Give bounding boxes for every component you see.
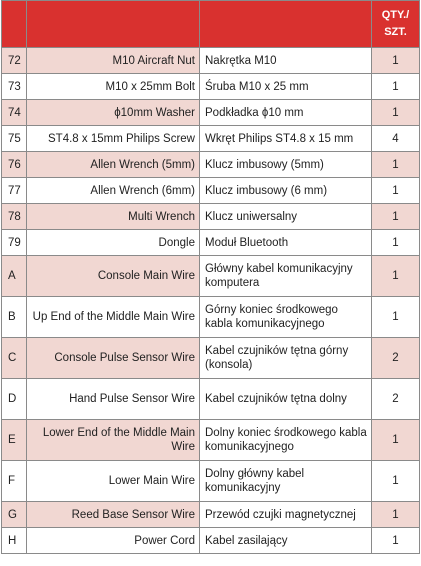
part-number: 72 xyxy=(2,48,27,74)
part-name-en: Multi Wrench xyxy=(27,204,200,230)
part-number: E xyxy=(2,420,27,461)
part-name-en: Dongle xyxy=(27,230,200,256)
part-qty: 1 xyxy=(372,461,420,502)
table-row xyxy=(2,502,420,528)
part-name-pl: Śruba M10 x 25 mm xyxy=(200,74,372,100)
part-number: B xyxy=(2,297,27,338)
part-number: H xyxy=(2,528,27,554)
part-qty: 1 xyxy=(372,178,420,204)
part-number: 73 xyxy=(2,74,27,100)
part-name-en: Allen Wrench (6mm) xyxy=(27,178,200,204)
part-name-pl: Klucz imbusowy (5mm) xyxy=(200,152,372,178)
part-name-en: ST4.8 x 15mm Philips Screw xyxy=(27,126,200,152)
part-number: 77 xyxy=(2,178,27,204)
part-name-pl: Nakrętka M10 xyxy=(200,48,372,74)
table-row xyxy=(2,338,420,379)
part-qty: 4 xyxy=(372,126,420,152)
part-name-en: Lower Main Wire xyxy=(27,461,200,502)
part-qty: 1 xyxy=(372,100,420,126)
part-qty: 2 xyxy=(372,338,420,379)
part-name-en: M10 Aircraft Nut xyxy=(27,48,200,74)
table-row xyxy=(2,100,420,126)
table-row xyxy=(2,204,420,230)
part-name-en: Power Cord xyxy=(27,528,200,554)
part-number: 75 xyxy=(2,126,27,152)
part-name-pl: Podkładka ϕ10 mm xyxy=(200,100,372,126)
part-qty: 2 xyxy=(372,379,420,420)
table-header xyxy=(2,1,420,48)
part-qty: 1 xyxy=(372,297,420,338)
part-qty: 1 xyxy=(372,204,420,230)
part-name-en: Reed Base Sensor Wire xyxy=(27,502,200,528)
table-row xyxy=(2,528,420,554)
part-number: C xyxy=(2,338,27,379)
part-name-en: Hand Pulse Sensor Wire xyxy=(27,379,200,420)
part-number: 78 xyxy=(2,204,27,230)
part-qty: 1 xyxy=(372,502,420,528)
part-name-pl: Dolny główny kabel komunikacyjny xyxy=(200,461,372,502)
parts-table xyxy=(1,0,420,554)
header-no xyxy=(2,1,27,48)
header-qty-line1: QTY./ xyxy=(381,9,410,21)
part-name-en: Up End of the Middle Main Wire xyxy=(27,297,200,338)
part-name-en: ϕ10mm Washer xyxy=(27,100,200,126)
part-qty: 1 xyxy=(372,230,420,256)
part-number: F xyxy=(2,461,27,502)
table-row xyxy=(2,420,420,461)
part-name-pl: Przewód czujki magnetycznej xyxy=(200,502,372,528)
part-name-en: Allen Wrench (5mm) xyxy=(27,152,200,178)
part-name-en: Console Main Wire xyxy=(27,256,200,297)
part-number: 79 xyxy=(2,230,27,256)
header-pl xyxy=(200,1,372,48)
table-row xyxy=(2,48,420,74)
header-qty-line2: SZT. xyxy=(384,26,407,38)
part-qty: 1 xyxy=(372,48,420,74)
part-number: A xyxy=(2,256,27,297)
part-number: G xyxy=(2,502,27,528)
table-row xyxy=(2,461,420,502)
table-row xyxy=(2,379,420,420)
part-number: 76 xyxy=(2,152,27,178)
header-en xyxy=(27,1,200,48)
part-number: D xyxy=(2,379,27,420)
part-name-pl: Dolny koniec środkowego kabla komunikacyjnego xyxy=(200,420,372,461)
part-name-pl: Klucz uniwersalny xyxy=(200,204,372,230)
part-number: 74 xyxy=(2,100,27,126)
table-row xyxy=(2,152,420,178)
table-row xyxy=(2,126,420,152)
part-qty: 1 xyxy=(372,420,420,461)
header-qty xyxy=(372,1,420,48)
part-name-en: M10 x 25mm Bolt xyxy=(27,74,200,100)
header-row xyxy=(2,1,420,48)
part-name-pl: Klucz imbusowy (6 mm) xyxy=(200,178,372,204)
part-name-pl: Górny koniec środkowego kabla komunikacyjnego xyxy=(200,297,372,338)
part-name-pl: Kabel czujników tętna dolny xyxy=(200,379,372,420)
part-name-en: Lower End of the Middle Main Wire xyxy=(27,420,200,461)
table-row xyxy=(2,256,420,297)
part-name-pl: Kabel czujników tętna górny (konsola) xyxy=(200,338,372,379)
part-name-en: Console Pulse Sensor Wire xyxy=(27,338,200,379)
part-qty: 1 xyxy=(372,152,420,178)
part-name-pl: Moduł Bluetooth xyxy=(200,230,372,256)
part-qty: 1 xyxy=(372,256,420,297)
part-qty: 1 xyxy=(372,74,420,100)
part-name-pl: Wkręt Philips ST4.8 x 15 mm xyxy=(200,126,372,152)
table-row xyxy=(2,178,420,204)
table-row xyxy=(2,297,420,338)
table-row xyxy=(2,74,420,100)
part-name-pl: Kabel zasilający xyxy=(200,528,372,554)
table-body xyxy=(2,48,420,554)
part-qty: 1 xyxy=(372,528,420,554)
table-row xyxy=(2,230,420,256)
part-name-pl: Główny kabel komunikacyjny komputera xyxy=(200,256,372,297)
